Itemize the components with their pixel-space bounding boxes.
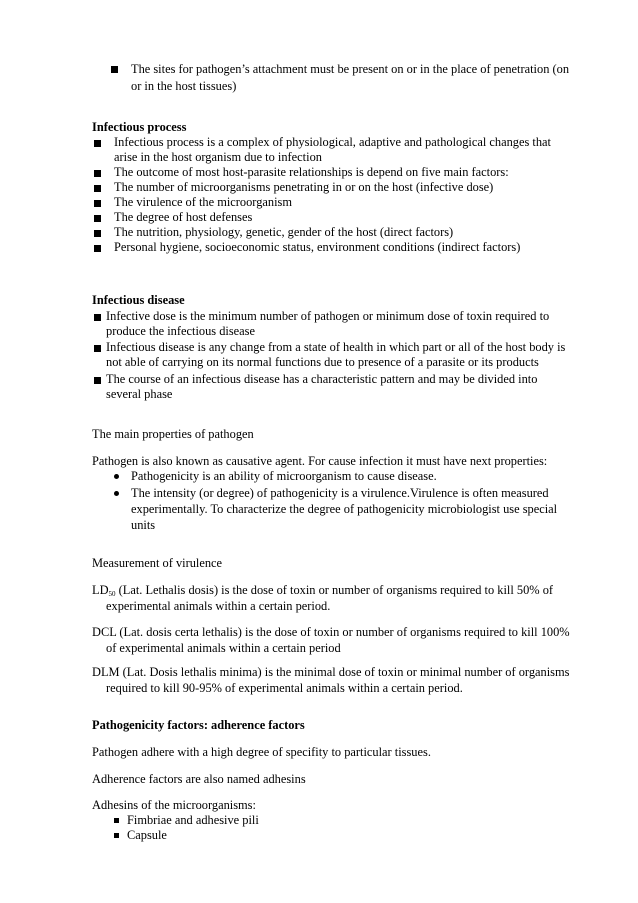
square-bullet-icon <box>94 245 101 252</box>
list-item: Fimbriae and adhesive pili <box>127 813 259 827</box>
paragraph-cont: experimental animals within a certain period. <box>106 599 331 613</box>
bullet-text-line: or in the host tissues) <box>131 79 237 93</box>
paragraph-ld50 <box>92 583 553 598</box>
list-item-cont: arise in the host organism due to infection <box>114 150 322 164</box>
list-item: The degree of host defenses <box>114 210 253 224</box>
section-heading: Measurement of virulence <box>92 556 223 570</box>
list-item: Capsule <box>127 828 167 842</box>
list-item-cont: produce the infectious disease <box>106 324 255 338</box>
list-item: The nutrition, physiology, genetic, gender of the host (direct factors) <box>114 225 454 239</box>
square-bullet-icon <box>94 314 101 321</box>
paragraph-cont: of experimental animals within a certain period <box>106 641 341 655</box>
section-heading: Pathogenicity factors: adherence factors <box>92 718 305 732</box>
square-bullet-icon <box>94 345 101 352</box>
paragraph: Adherence factors are also named adhesins <box>92 772 306 786</box>
square-bullet-icon <box>114 818 119 823</box>
square-bullet-icon <box>94 230 101 237</box>
list-item: The virulence of the microorganism <box>114 195 293 209</box>
square-bullet-icon <box>111 66 118 73</box>
list-item: Infective dose is the minimum number of pathogen or minimum dose of toxin required to <box>106 309 550 323</box>
list-item-cont: units <box>131 518 156 532</box>
square-bullet-icon <box>94 140 101 147</box>
list-item: Infectious process is a complex of physiological, adaptive and pathological changes that <box>114 135 551 149</box>
list-item-cont: several phase <box>106 387 173 401</box>
section-heading: Infectious process <box>92 120 187 134</box>
round-bullet-icon <box>114 474 119 479</box>
list-item: The intensity (or degree) of pathogenicity is a virulence.Virulence is often measured <box>131 486 549 500</box>
square-bullet-icon <box>94 185 101 192</box>
section-heading: The main properties of pathogen <box>92 427 254 441</box>
bullet-text-line: The sites for pathogen’s attachment must be present on or in the place of penetration (on <box>131 62 570 76</box>
list-item: Personal hygiene, socioeconomic status, environment conditions (indirect factors) <box>114 240 521 254</box>
paragraph: Pathogen adhere with a high degree of specifity to particular tissues. <box>92 745 431 759</box>
round-bullet-icon <box>114 491 119 496</box>
ld-text: (Lat. Lethalis dosis) is the dose of toxin or number of organisms required to kill 50% of <box>115 583 554 597</box>
list-item: The outcome of most host-parasite relationships is depend on five main factors: <box>114 165 509 179</box>
list-item: The number of microorganisms penetrating in or on the host (infective dose) <box>114 180 494 194</box>
paragraph: Pathogen is also known as causative agent. For cause infection it must have next properties: <box>92 454 548 468</box>
list-item-cont: not able of carrying on its normal functions due to presence of a parasite or its products <box>106 355 539 369</box>
square-bullet-icon <box>94 200 101 207</box>
ld-abbrev: LD <box>92 583 109 597</box>
square-bullet-icon <box>94 170 101 177</box>
paragraph-dcl: DCL (Lat. dosis certa lethalis) is the dose of toxin or number of organisms required to kill 100% <box>92 625 570 639</box>
section-heading: Infectious disease <box>92 293 185 307</box>
list-item: Infectious disease is any change from a state of health in which part or all of the host body is <box>106 340 566 354</box>
list-item-cont: experimentally. To characterize the degree of pathogenicity microbiologist use special <box>131 502 558 516</box>
square-bullet-icon <box>114 833 119 838</box>
square-bullet-icon <box>94 215 101 222</box>
ld-subscript: 50 <box>108 590 116 598</box>
paragraph-cont: required to kill 90-95% of experimental animals within a certain period. <box>106 681 463 695</box>
paragraph: Adhesins of the microorganisms: <box>92 798 256 812</box>
list-item: The course of an infectious disease has a characteristic pattern and may be divided into <box>106 372 538 386</box>
list-item: Pathogenicity is an ability of microorganism to cause disease. <box>131 469 437 483</box>
paragraph-dlm: DLM (Lat. Dosis lethalis minima) is the minimal dose of toxin or minimal number of organisms <box>92 665 570 679</box>
square-bullet-icon <box>94 377 101 384</box>
